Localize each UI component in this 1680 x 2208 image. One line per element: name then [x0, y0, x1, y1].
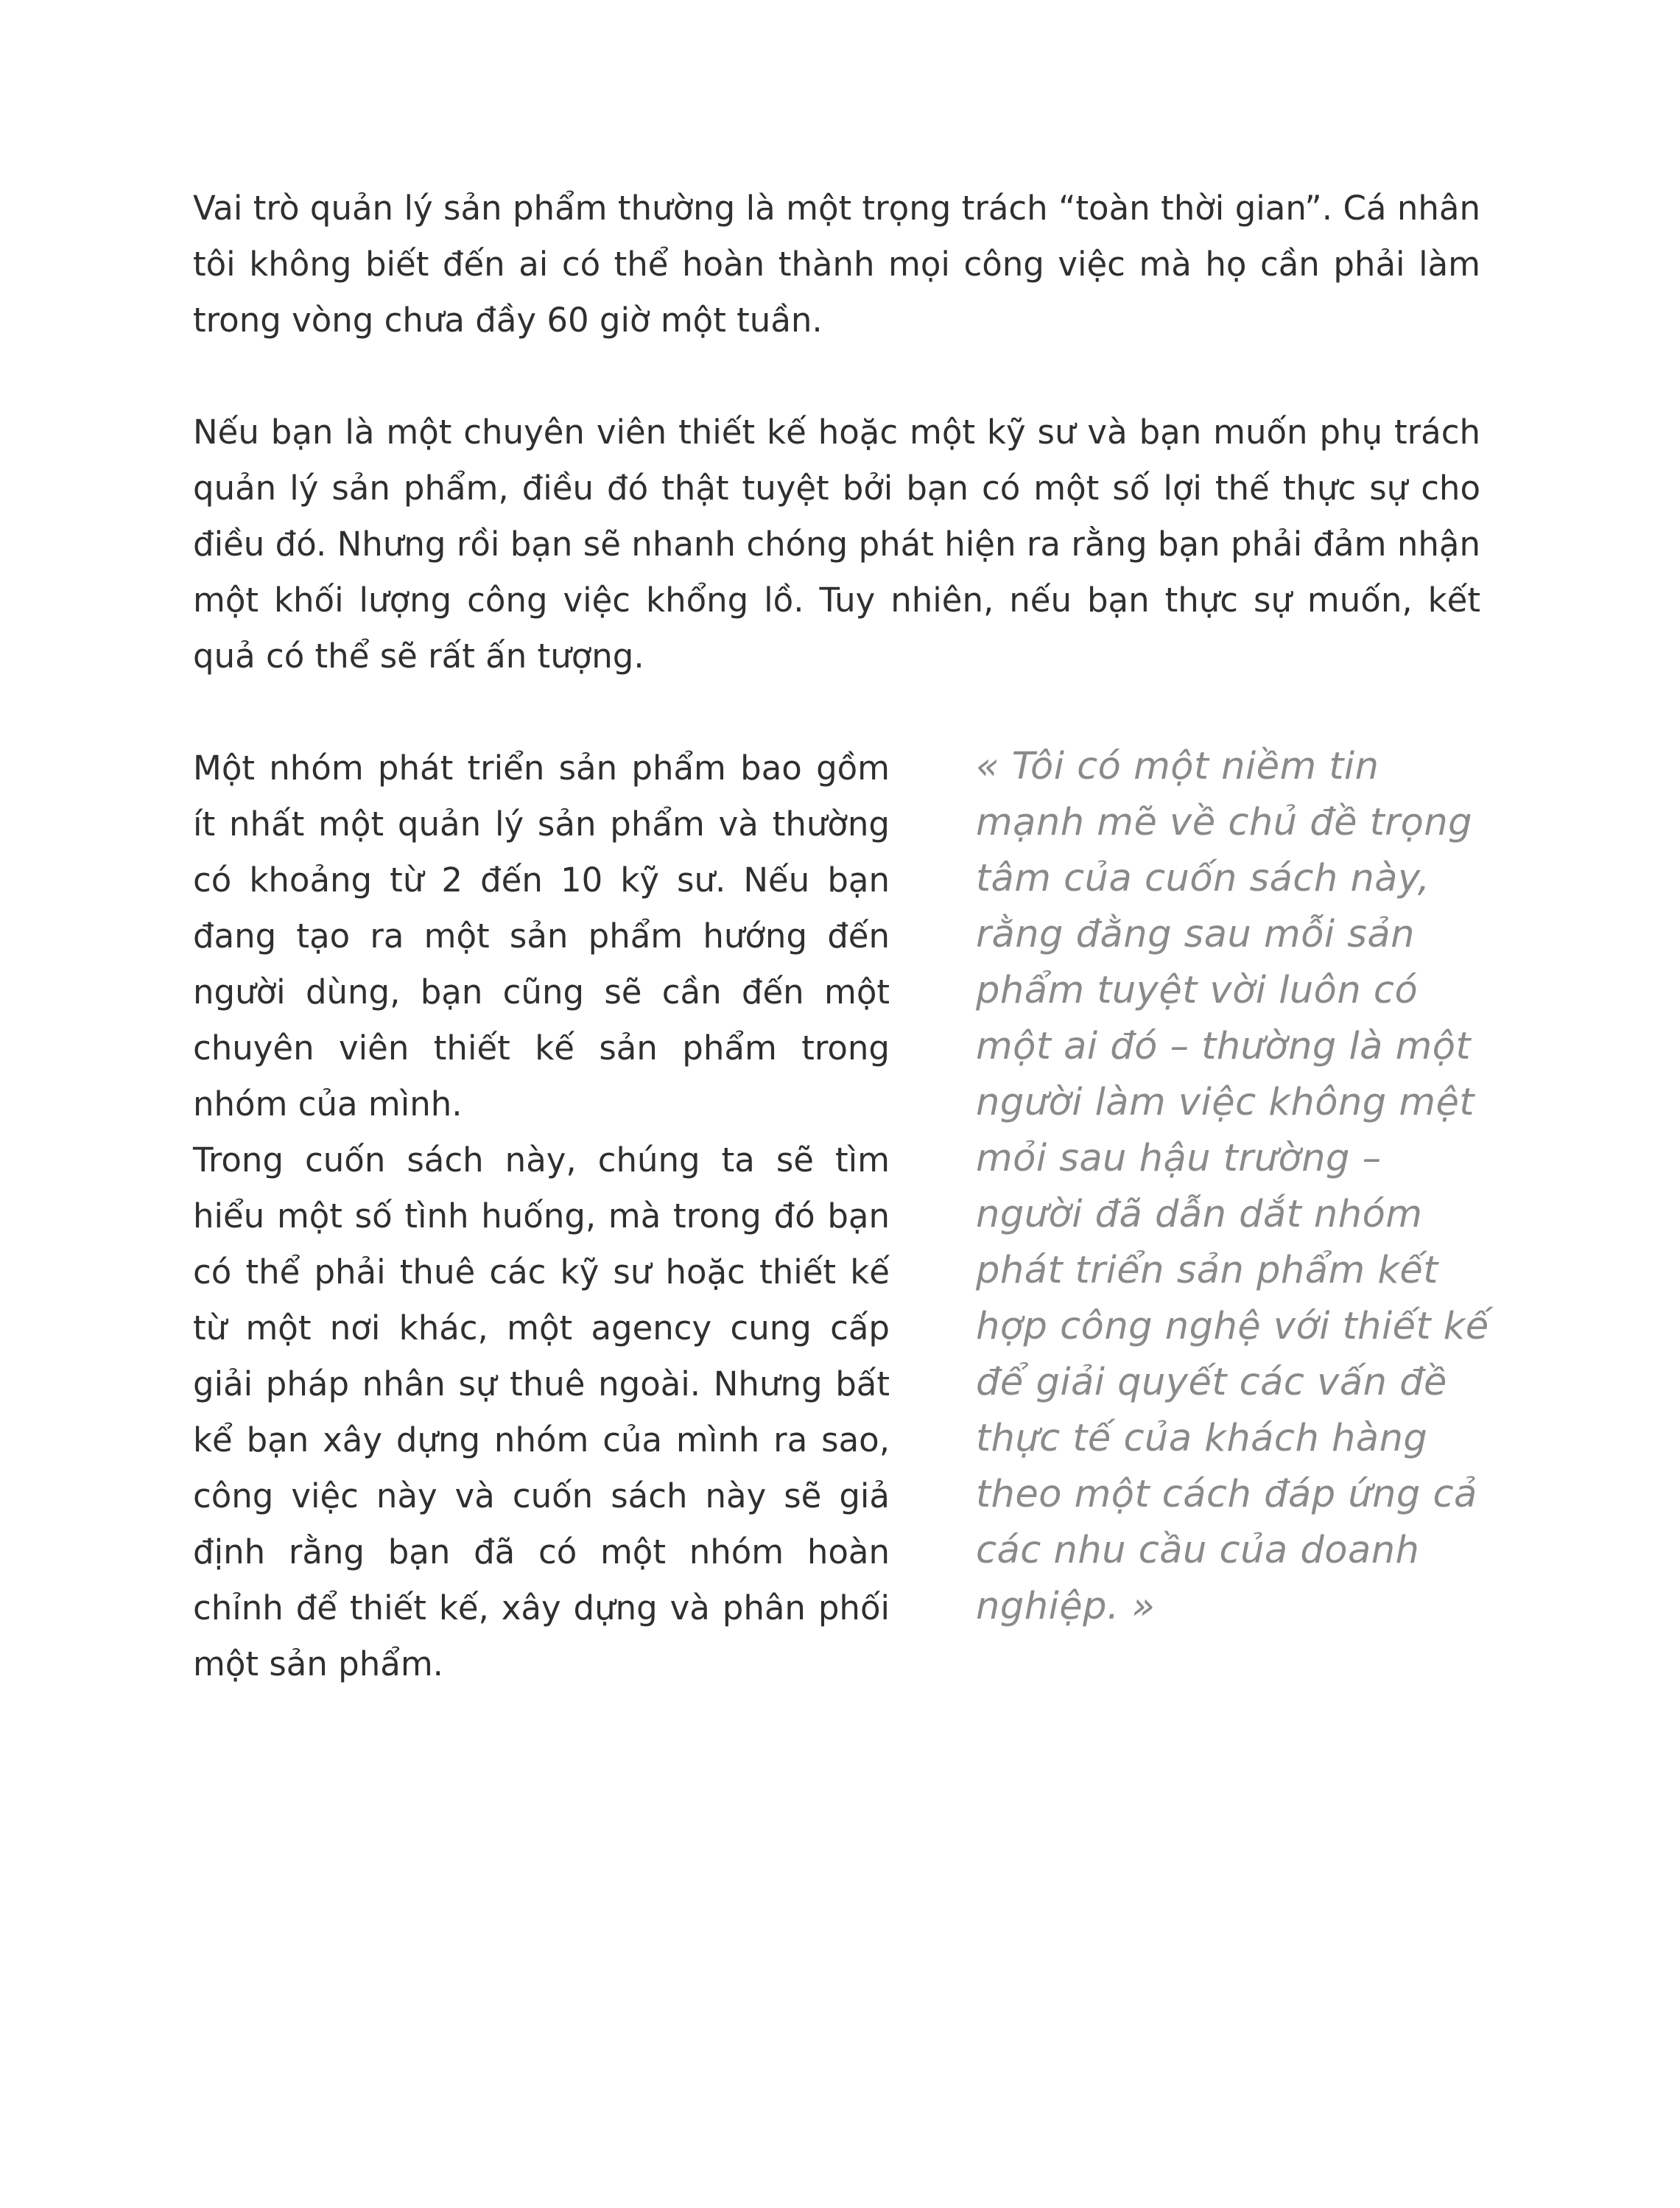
team-paragraph: Một nhóm phát triển sản phẩm bao gồm ít nhất một quản lý sản phẩm và thường có khoảng từ 2 đến 10 kỹ sư. Nếu bạn đang tạo ra một sản phẩm hướng đến người dùng, bạn cũng sẽ cần đến một chuyên viên thiết kế sản phẩm trong nhóm của mình.	[193, 749, 890, 1124]
pull-quote: « Tôi có một niềm tin mạnh mẽ về chủ đề trọng tâm của cuốn sách này, rằng đằng sau mỗi sản phẩm tuyệt vời luôn có một ai đó – thường là một người làm việc không mệt mỏi sau hậu trường – người đã dẫn dắt nhóm phát triển sản phẩm kết hợp công nghệ với thiết kế để giải quyết các vấn đề thực tế của khách hàng theo một cách đáp ứng cả các nhu cầu của doanh nghiệp. »	[976, 745, 1489, 1628]
book-paragraph: Trong cuốn sách này, chúng ta sẽ tìm hiểu một số tình huống, mà trong đó bạn có thể phải thuê các kỹ sư hoặc thiết kế từ một nơi khác, một agency cung cấp giải pháp nhân sự thuê ngoài. Nhưng bất kể bạn xây dựng nhóm của mình ra sao, công việc này và cuốn sách này sẽ giả định rằng bạn đã có một nhóm hoàn chỉnh để thiết kế, xây dựng và phân phối một sản phẩm.	[193, 1140, 890, 1683]
intro-paragraph-1: Vai trò quản lý sản phẩm thường là một trọng trách “toàn thời gian”. Cá nhân tôi không biết đến ai có thể hoàn thành mọi công việc mà họ cần phải làm trong vòng chưa đầy 60 giờ một tuần.	[193, 189, 1480, 340]
intro-paragraph-2: Nếu bạn là một chuyên viên thiết kế hoặc một kỹ sư và bạn muốn phụ trách quản lý sản phẩm, điều đó thật tuyệt bởi bạn có một số lợi thế thực sự cho điều đó. Nhưng rồi bạn sẽ nhanh chóng phát hiện ra rằng bạn phải đảm nhận một khối lượng công việc khổng lồ. Tuy nhiên, nếu bạn thực sự muốn, kết quả có thể sẽ rất ấn tượng.	[193, 413, 1480, 676]
